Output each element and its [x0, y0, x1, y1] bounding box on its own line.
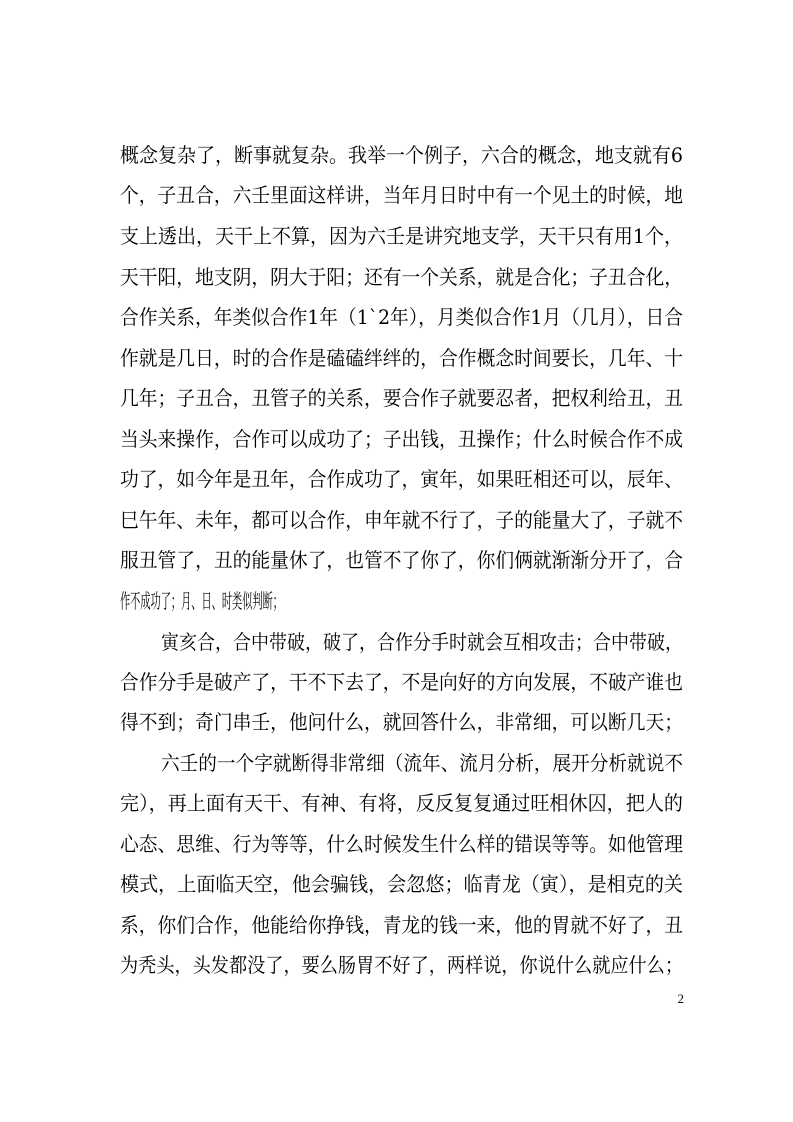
- text-line-13: 寅亥合，合中带破，破了，合作分手时就会互相攻击；合中带破，: [161, 630, 683, 654]
- text-line-17: 完），再上面有天干、有神、有将，反反复复通过旺相休囚，把人的: [120, 791, 683, 815]
- text-line-9: 功了，如今年是丑年，合作成功了，寅年，如果旺相还可以，辰年、: [120, 467, 683, 491]
- text-line-19: 模式，上面临天空，他会骗钱，会忽悠；临青龙（寅），是相克的关: [120, 872, 683, 896]
- text-line-15: 得不到；奇门串壬，他问什么，就回答什么，非常细，可以断几天；: [120, 710, 683, 734]
- text-line-11: 服丑管了，丑的能量休了，也管不了你了，你们俩就渐渐分开了，合: [120, 548, 683, 572]
- text-line-1: 概念复杂了，断事就复杂。我举一个例子，六合的概念，地支就有6: [120, 143, 683, 167]
- page-number: 2: [677, 991, 684, 1006]
- text-line-5: 合作关系，年类似合作1年（1`2年），月类似合作1月（几月），日合: [120, 305, 683, 329]
- text-line-4: 天干阳，地支阴，阴大于阳；还有一个关系，就是合化；子丑合化，: [120, 265, 683, 289]
- text-line-21: 为秃头，头发都没了，要么肠胃不好了，两样说，你说什么就应什么；: [120, 953, 683, 977]
- text-line-14: 合作分手是破产了，干不下去了，不是向好的方向发展，不破产谁也: [120, 670, 683, 694]
- text-line-3: 支上透出，天干上不算，因为六壬是讲究地支学，天干只有用1个，: [120, 224, 683, 248]
- text-line-12: 作不成功了；月、日、时类似判断；: [120, 589, 283, 613]
- text-line-20: 系，你们合作，他能给你挣钱，青龙的钱一来，他的胃就不好了，丑: [120, 913, 683, 937]
- text-line-6: 作就是几日，时的合作是磕磕绊绊的，合作概念时间要长，几年、十: [120, 346, 683, 370]
- text-line-7: 几年；子丑合，丑管子的关系，要合作子就要忍者，把权利给丑，丑: [120, 386, 683, 410]
- text-line-2: 个，子丑合，六壬里面这样讲，当年月日时中有一个见土的时候，地: [120, 183, 683, 207]
- text-line-18: 心态、思维、行为等等，什么时候发生什么样的错误等等。如他管理: [120, 832, 683, 856]
- text-line-16: 六壬的一个字就断得非常细（流年、流月分析，展开分析就说不: [161, 751, 683, 775]
- text-line-8: 当头来操作，合作可以成功了；子出钱，丑操作；什么时候合作不成: [120, 427, 683, 451]
- text-line-10: 巳午年、未年，都可以合作，申年就不行了，子的能量大了，子就不: [120, 508, 683, 532]
